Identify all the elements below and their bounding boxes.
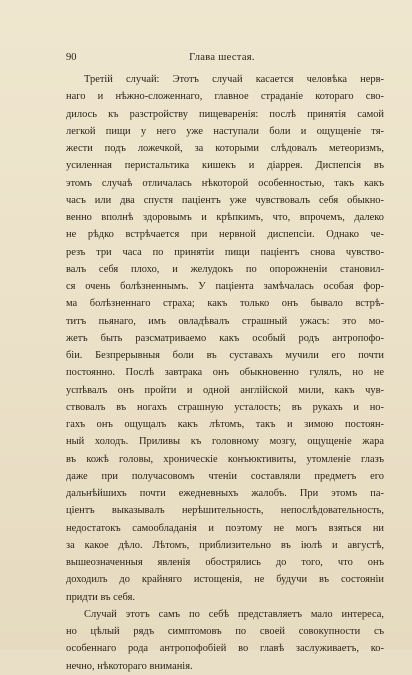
running-head: Глава шестая. [189, 52, 255, 63]
page-header [66, 52, 378, 66]
text-line: даже при получасовомъ чтеніи составляли предметъ его [66, 470, 384, 482]
text-line: постоянно. Послѣ завтрака онъ обыкновенно гулялъ, но не [66, 367, 384, 379]
text-line: Третій случай: Этотъ случай касается человѣка нерв- [84, 74, 384, 85]
text-line: ствовалъ въ ногахъ страшную усталость; въ рукахъ и но- [66, 401, 384, 413]
text-line: нечно, нѣкотораго вниманія. [66, 660, 193, 672]
text-line: Случай этотъ самъ по себѣ представляетъ мало интереса, [84, 608, 384, 620]
text-line: жести подъ ложечкой, за которыми слѣдовалъ метеоризмъ, [66, 143, 384, 154]
text-line: доходилъ до крайняго истощенія, не будучи въ состояніи [66, 574, 384, 586]
text-line: валъ себя плохо, и желудокъ по опорожненіи становил- [66, 263, 384, 275]
paragraph-1 [66, 71, 384, 606]
text-line: за какое дѣло. Лѣтомъ, приблизительно въ іюлѣ и августѣ, [66, 539, 384, 551]
text-line: придти въ себя. [66, 591, 135, 603]
text-line: дилось къ разстройству пищеваренія: послѣ принятія самой [66, 108, 384, 120]
text-line: венно вполнѣ здоровымъ и крѣпкимъ, что, впрочемъ, далеко [66, 212, 384, 223]
text-line: не рѣдко встрѣчается при нервной диспепсіи. Однако че- [66, 229, 384, 241]
body-text [66, 71, 384, 675]
text-line: недостатокъ самообладанія и поэтому не могъ взяться ни [66, 522, 384, 534]
text-line: дальнѣйшихъ почти ежедневныхъ жалобъ. При этомъ па- [66, 488, 384, 499]
text-line: вышеозначенныя явленія обострялись до того, что онъ [66, 557, 384, 568]
text-line: этомъ случаѣ отличалась нѣкоторой особенностью, такъ какъ [66, 177, 384, 189]
text-line: ціентъ выказывалъ нерѣшительность, непослѣдовательность, [66, 505, 384, 517]
page-number: 90 [66, 52, 77, 63]
text-line: ма болѣзненнаго страха; какъ только онъ бывало встрѣ- [66, 298, 384, 310]
text-line: часъ или два спустя паціентъ уже чувствовалъ себя обыкно- [66, 194, 384, 206]
text-line: ный холодъ. Приливы къ головному мозгу, ощущеніе жара [66, 436, 384, 448]
text-line: ся очень болѣзненнымъ. У паціента замѣчалась особая фор- [66, 281, 384, 292]
text-line: легкой пищи у него уже наступали боли и ощущеніе тя- [66, 125, 384, 137]
text-line: наго и нѣжно-сложеннаго, главное страданіе котораго сво- [66, 91, 384, 103]
text-line: особеннаго рода антропофобіей во главѣ заслуживаетъ, ко- [66, 643, 384, 655]
paragraph-2 [66, 606, 384, 675]
text-line: въ кожѣ головы, хроническіе конъюктивиты, утомленіе глазъ [66, 453, 384, 465]
text-line: но цѣлый рядъ симптомовъ по своей совокупности съ [66, 626, 384, 637]
text-line: біи. Безпрерывныя боли въ суставахъ мучили его почти [66, 350, 384, 361]
text-line: усиленная перистальтика кишекъ и діаррея. Диспепсія въ [66, 160, 384, 172]
text-line: резъ три часа по принятіи пищи паціентъ снова чувство- [66, 246, 384, 258]
text-line: успѣвалъ онъ пройти и одной англійской мили, какъ чув- [66, 384, 384, 396]
text-line: жетъ быть разсматриваемо какъ особый родъ антропофо- [66, 332, 384, 344]
text-line: гахъ онъ ощущалъ какъ лѣтомъ, такъ и зимою постоян- [66, 419, 384, 430]
text-line: титъ пьянаго, имъ овладѣвалъ страшный ужасъ: это мо- [66, 315, 384, 327]
